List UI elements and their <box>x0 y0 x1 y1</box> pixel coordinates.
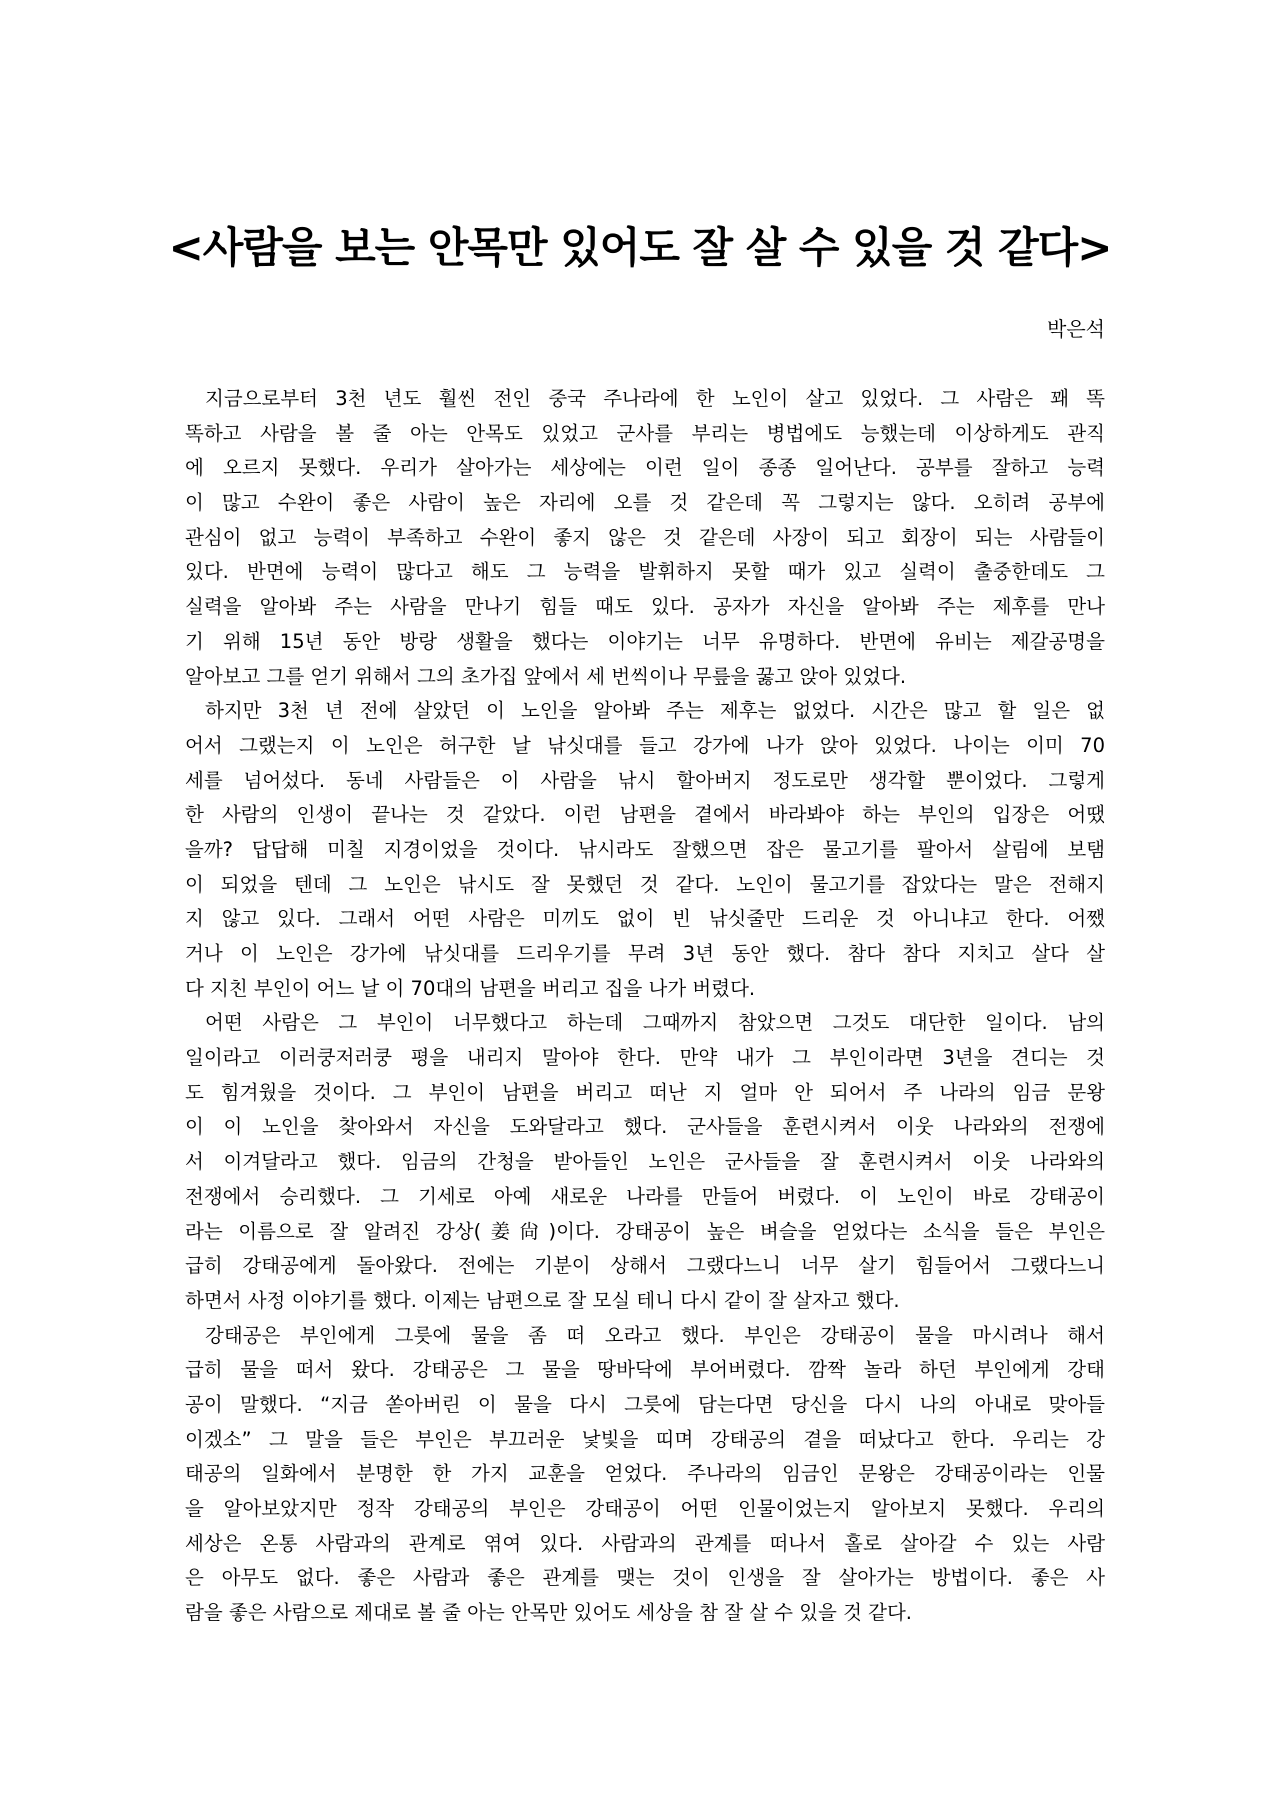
text-line: 은 아무도 없다. 좋은 사람과 좋은 관계를 맺는 것이 인생을 잘 살아가는 방법이다. 좋은 사 <box>185 1566 1105 1590</box>
text-line: 알아보고 그를 얻기 위해서 그의 초가집 앞에서 세 번씩이나 무릎을 꿇고 앉아 있었다. <box>185 664 907 688</box>
text-line: 관심이 없고 능력이 부족하고 수완이 좋지 않은 것 같은데 사장이 되고 회장이 되는 사람들이 <box>185 525 1105 549</box>
text-line: 태공의 일화에서 분명한 한 가지 교훈을 얻었다. 주나라의 임금인 문왕은 강태공이라는 인물 <box>185 1462 1105 1486</box>
text-line: 을까? 답답해 미칠 지경이었을 것이다. 낚시라도 잘했으면 잡은 물고기를 팔아서 살림에 보탬 <box>185 837 1105 861</box>
text-line: 세를 넘어섰다. 동네 사람들은 이 사람을 낚시 할아버지 정도로만 생각할 뿐이었다. 그렇게 <box>185 768 1105 792</box>
paragraph <box>185 382 1105 694</box>
text-line: 강태공은 부인에게 그릇에 물을 좀 떠 오라고 했다. 부인은 강태공이 물을 마시려나 해서 <box>205 1323 1105 1347</box>
text-line: 지금으로부터 3천 년도 훨씬 전인 중국 주나라에 한 노인이 살고 있었다. 그 사람은 꽤 똑 <box>205 387 1105 410</box>
text-line: 어서 그랬는지 이 노인은 허구한 날 낚싯대를 들고 강가에 나가 앉아 있었다. 나이는 이미 70 <box>185 733 1105 757</box>
paragraph <box>185 694 1105 1006</box>
text-line: 람을 좋은 사람으로 제대로 볼 줄 아는 안목만 있어도 세상을 참 잘 살 수 있을 것 같다. <box>185 1601 912 1625</box>
text-line: 있다. 반면에 능력이 많다고 해도 그 능력을 발휘하지 못할 때가 있고 실력이 출중한데도 그 <box>185 560 1105 584</box>
paragraph <box>185 1006 1105 1318</box>
text-line: 공이 말했다. “지금 쏟아버린 이 물을 다시 그릇에 담는다면 당신을 다시 나의 아내로 맞아들 <box>185 1392 1105 1416</box>
text-line: 이 이 노인을 찾아와서 자신을 도와달라고 했다. 군사들을 훈련시켜서 이웃 나라와의 전쟁에 <box>185 1115 1105 1139</box>
text-line: 을 알아보았지만 정작 강태공의 부인은 강태공이 어떤 인물이었는지 알아보지 못했다. 우리의 <box>185 1497 1105 1520</box>
text-line: 한 사람의 인생이 끝나는 것 같았다. 이런 남편을 곁에서 바라봐야 하는 부인의 입장은 어땠 <box>185 803 1105 827</box>
text-line: 이 많고 수완이 좋은 사람이 높은 자리에 오를 것 같은데 꼭 그렇지는 않다. 오히려 공부에 <box>185 491 1105 515</box>
text-line: 에 오르지 못했다. 우리가 살아가는 세상에는 이런 일이 종종 일어난다. 공부를 잘하고 능력 <box>185 456 1105 480</box>
text-line: 급히 물을 떠서 왔다. 강태공은 그 물을 땅바닥에 부어버렸다. 깜짝 놀라 하던 부인에게 강태 <box>185 1358 1105 1382</box>
text-line: 어떤 사람은 그 부인이 너무했다고 하는데 그때까지 참았으면 그것도 대단한 일이다. 남의 <box>205 1011 1105 1035</box>
text-line: 이겠소” 그 말을 들은 부인은 부끄러운 낯빛을 띠며 강태공의 곁을 떠났다고 한다. 우리는 강 <box>185 1427 1105 1451</box>
document-title: <사람을 보는 안목만 있어도 잘 살 수 있을 것 같다> <box>168 223 1112 272</box>
paragraph <box>185 1319 1105 1631</box>
text-line: 전쟁에서 승리했다. 그 기세로 아예 새로운 나라를 만들어 버렸다. 이 노인이 바로 강태공이 <box>185 1184 1105 1208</box>
text-line: 똑하고 사람을 볼 줄 아는 안목도 있었고 군사를 부리는 병법에도 능했는데 이상하게도 관직 <box>185 421 1105 445</box>
text-line: 급히 강태공에게 돌아왔다. 전에는 기분이 상해서 그랬다느니 너무 살기 힘들어서 그랬다느니 <box>185 1254 1105 1278</box>
author-name: 박은석 <box>1047 317 1105 341</box>
text-line: 지 않고 있다. 그래서 어떤 사람은 미끼도 없이 빈 낚싯줄만 드리운 것 아니냐고 한다. 어쨌 <box>185 907 1105 931</box>
text-line: 라는 이름으로 잘 알려진 강상(姜尙)이다. 강태공이 높은 벼슬을 얻었다는 소식을 들은 부인은 <box>185 1219 1105 1243</box>
text-line: 실력을 알아봐 주는 사람을 만나기 힘들 때도 있다. 공자가 자신을 알아봐 주는 제후를 만나 <box>185 595 1105 619</box>
text-line: 하지만 3천 년 전에 살았던 이 노인을 알아봐 주는 제후는 없었다. 시간은 많고 할 일은 없 <box>205 699 1105 723</box>
text-line: 다 지친 부인이 어느 날 이 70대의 남편을 버리고 집을 나가 버렸다. <box>185 976 756 1000</box>
text-line: 일이라고 이러쿵저러쿵 평을 내리지 말아야 한다. 만약 내가 그 부인이라면 3년을 견디는 것 <box>185 1046 1105 1070</box>
text-line: 이 되었을 텐데 그 노인은 낚시도 잘 못했던 것 같다. 노인이 물고기를 잡았다는 말은 전해지 <box>185 872 1105 896</box>
text-line: 도 힘겨웠을 것이다. 그 부인이 남편을 버리고 떠난 지 얼마 안 되어서 주 나라의 임금 문왕 <box>185 1080 1105 1104</box>
document-body <box>185 382 1105 1631</box>
text-line: 세상은 온통 사람과의 관계로 엮여 있다. 사람과의 관계를 떠나서 홀로 살아갈 수 있는 사람 <box>185 1531 1105 1555</box>
text-line: 거나 이 노인은 강가에 낚싯대를 드리우기를 무려 3년 동안 했다. 참다 참다 지치고 살다 살 <box>185 942 1105 965</box>
text-line: 기 위해 15년 동안 방랑 생활을 했다는 이야기는 너무 유명하다. 반면에 유비는 제갈공명을 <box>185 629 1105 653</box>
text-line: 서 이겨달라고 했다. 임금의 간청을 받아들인 노인은 군사들을 잘 훈련시켜서 이웃 나라와의 <box>185 1150 1105 1174</box>
text-line: 하면서 사정 이야기를 했다. 이제는 남편으로 잘 모실 테니 다시 같이 잘 살자고 했다. <box>185 1288 900 1312</box>
